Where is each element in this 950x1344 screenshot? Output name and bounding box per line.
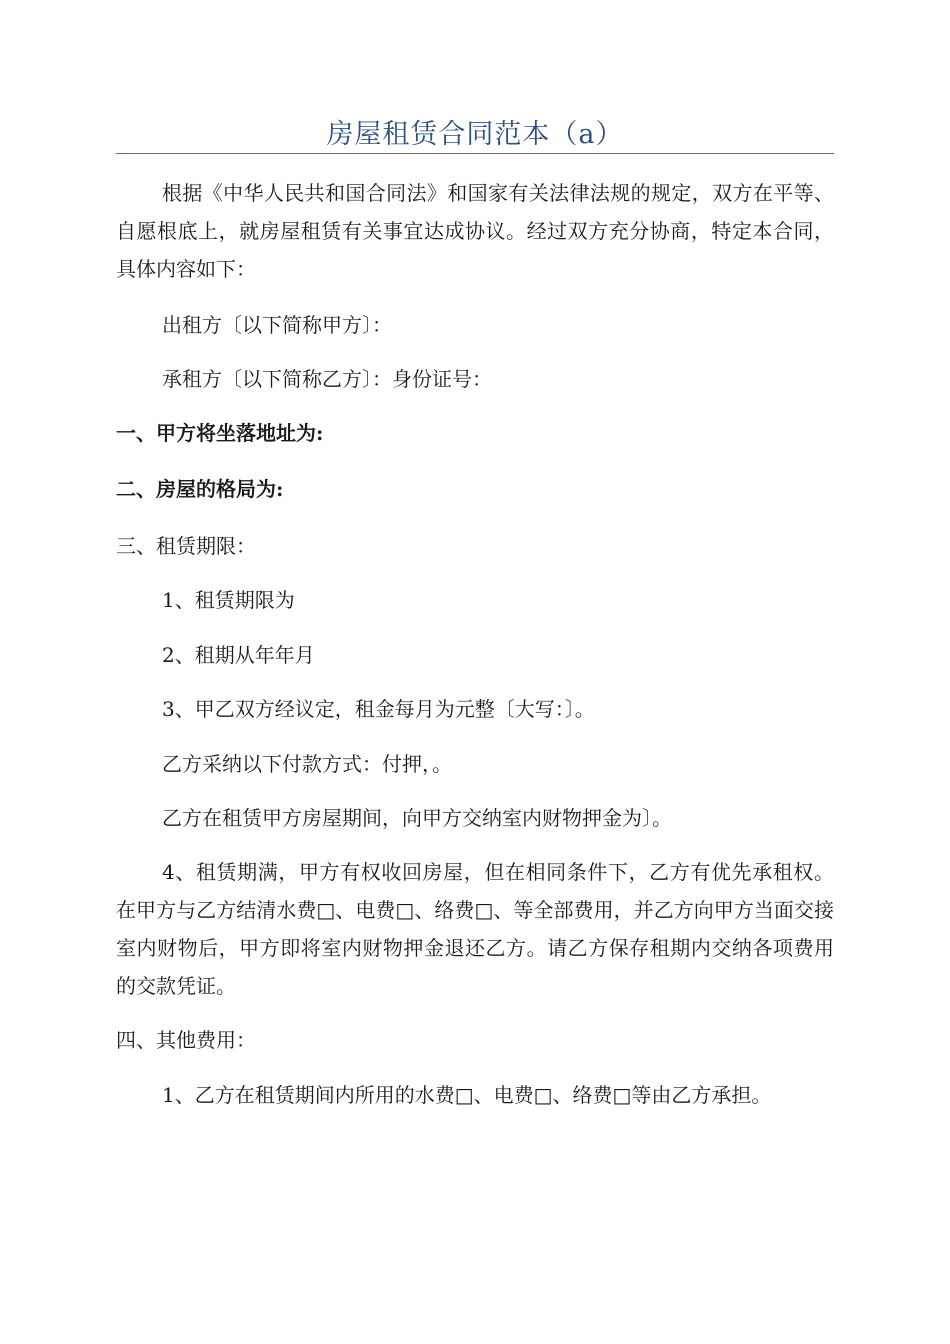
document-title: 房屋租赁合同范本（a）: [326, 119, 624, 150]
payment-method-line: 乙方采纳以下付款方式：付押，。: [162, 752, 452, 776]
term-item-1: 1、租赁期限为: [162, 588, 295, 612]
intro-paragraph: 根据《中华人民共和国合同法》和国家有关法律法规的规定，双方在平等、自愿根底上，就房屋租赁有关事宜达成协议。经过双方充分协商，特定本合同，具体内容如下：: [116, 181, 834, 281]
term-item-4: 4、租赁期满，甲方有权收回房屋，但在相同条件下，乙方有优先承租权。在甲方与乙方结清水费□、电费□、络费□、等全部费用，并乙方向甲方当面交接室内财物后，甲方即将室内财物押金退还乙方。请乙方保存租期内交纳各项费用的交款凭证。: [116, 860, 834, 998]
title-underline: [116, 153, 834, 154]
section-1-heading: 一、甲方将坐落地址为:: [116, 421, 324, 445]
fees-item-1: 1、乙方在租赁期间内所用的水费□、电费□、络费□等由乙方承担。: [162, 1083, 772, 1107]
term-item-2: 2、租期从年年月: [162, 643, 315, 667]
term-item-3: 3、甲乙双方经议定，租金每月为元整〔大写：〕。: [162, 697, 595, 721]
section-3-heading: 三、租赁期限：: [116, 534, 256, 558]
lessee-line: 承租方〔以下简称乙方〕：身份证号：: [162, 367, 492, 391]
section-2-heading: 二、房屋的格局为:: [116, 477, 284, 501]
deposit-line: 乙方在租赁甲方房屋期间，向甲方交纳室内财物押金为〕。: [162, 806, 672, 830]
lessor-line: 出租方〔以下简称甲方〕：: [162, 313, 392, 337]
section-4-heading: 四、其他费用：: [116, 1028, 256, 1052]
